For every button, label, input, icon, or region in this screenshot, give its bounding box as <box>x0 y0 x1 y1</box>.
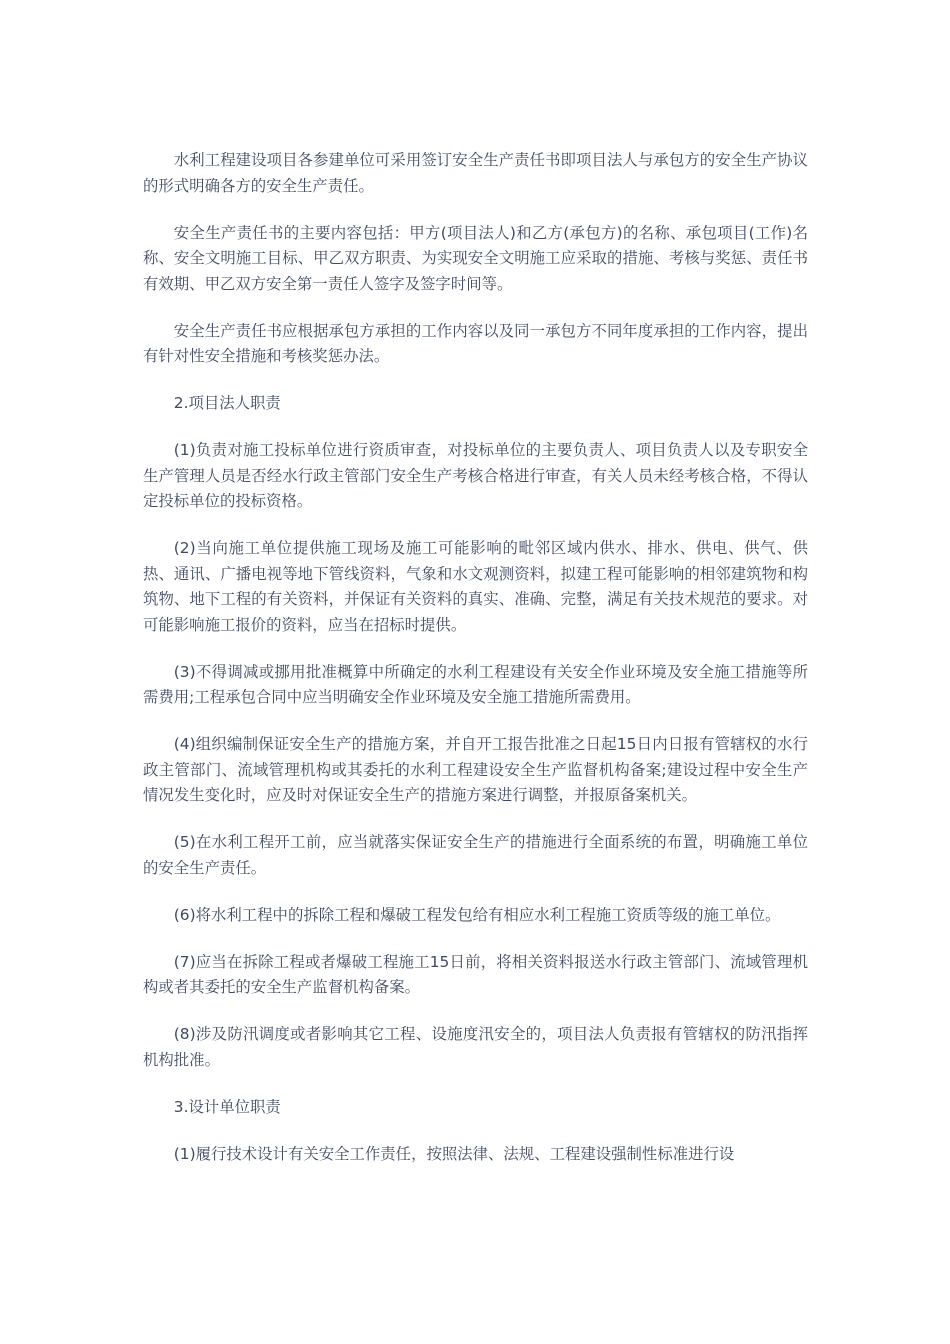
document-page <box>143 148 808 1189</box>
paragraph-design-item-1: (1)履行技术设计有关安全工作责任，按照法律、法规、工程建设强制性标准进行设 <box>173 1144 735 1163</box>
paragraph-item-5: (5)在水利工程开工前，应当就落实保证安全生产的措施进行全面系统的布置，明确施工单位的安全生产责任。 <box>143 833 808 877</box>
paragraph-item-2: (2)当向施工单位提供施工现场及施工可能影响的毗邻区域内供水、排水、供电、供气、供热、通讯、广播电视等地下管线资料，气象和水文观测资料，拟建工程可能影响的相邻建筑物和构筑物、地下工程的有关资料，并保证有关资料的真实、准确、完整，满足有关技术规范的要求。对可能影响施工报价的资料，应当在招标时提供。 <box>143 539 808 634</box>
paragraph-item-3: (3)不得调减或挪用批准概算中所确定的水利工程建设有关安全作业环境及安全施工措施等所需费用;工程承包合同中应当明确安全作业环境及安全施工措施所需费用。 <box>143 662 808 706</box>
section-heading-design-unit: 3.设计单位职责 <box>173 1097 281 1116</box>
paragraph-item-4: (4)组织编制保证安全生产的措施方案，并自开工报告批准之日起15日内日报有管辖权的水行政主管部门、流域管理机构或其委托的水利工程建设安全生产监督机构备案;建设过程中安全生产情况发生变化时，应及时对保证安全生产的措施方案进行调整，并报原备案机关。 <box>143 735 808 804</box>
paragraph-intro-2: 安全生产责任书的主要内容包括：甲方(项目法人)和乙方(承包方)的名称、承包项目(工作)名称、安全文明施工目标、甲乙双方职责、为实现安全文明施工应采取的措施、考核与奖惩、责任书有效期、甲乙双方安全第一责任人签字及签字时间等。 <box>143 223 808 293</box>
paragraph-item-7: (7)应当在拆除工程或者爆破工程施工15日前，将相关资料报送水行政主管部门、流域管理机构或者其委托的安全生产监督机构备案。 <box>143 952 808 996</box>
section-heading-project-legal-person: 2.项目法人职责 <box>173 394 281 412</box>
paragraph-intro-3: 安全生产责任书应根据承包方承担的工作内容以及同一承包方不同年度承担的工作内容，提出有针对性安全措施和考核奖惩办法。 <box>143 321 808 365</box>
paragraph-intro-1: 水利工程建设项目各参建单位可采用签订安全生产责任书即项目法人与承包方的安全生产协议的形式明确各方的安全生产责任。 <box>143 151 808 195</box>
paragraph-item-1: (1)负责对施工投标单位进行资质审查，对投标单位的主要负责人、项目负责人以及专职安全生产管理人员是否经水行政主管部门安全生产考核合格进行审查，有关人员未经考核合格，不得认定投标单位的投标资格。 <box>143 441 808 510</box>
paragraph-item-6: (6)将水利工程中的拆除工程和爆破工程发包给有相应水利工程施工资质等级的施工单位。 <box>173 905 781 924</box>
paragraph-item-8: (8)涉及防汛调度或者影响其它工程、设施度汛安全的，项目法人负责报有管辖权的防汛指挥机构批准。 <box>143 1025 808 1069</box>
